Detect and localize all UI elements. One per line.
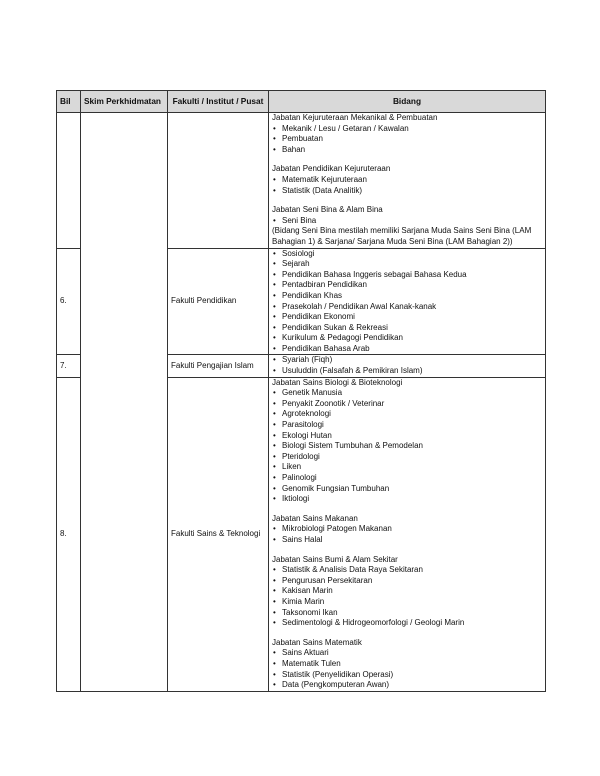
field-item: • Usuluddin (Falsafah & Pemikiran Islam) [272, 366, 542, 377]
field-item: • Sejarah [272, 259, 542, 270]
field-item: • Kakisan Marin [272, 586, 542, 597]
cell-bil [57, 113, 81, 249]
field-list [272, 565, 542, 629]
field-item: • Statistik & Analisis Data Raya Sekitaran [272, 565, 542, 576]
cell-bidang [269, 377, 546, 691]
department-group [272, 514, 542, 546]
field-item: • Liken [272, 462, 542, 473]
field-item: • Matematik Tulen [272, 659, 542, 670]
department-title: Jabatan Seni Bina & Alam Bina [272, 205, 383, 215]
field-list [272, 124, 542, 156]
field-item: • Pendidikan Khas [272, 291, 542, 302]
field-item: • Pendidikan Sukan & Rekreasi [272, 323, 542, 334]
field-item: • Mekanik / Lesu / Getaran / Kawalan [272, 124, 542, 135]
field-list [272, 355, 542, 376]
group-spacer [272, 505, 542, 514]
cell-bidang [269, 355, 546, 377]
department-title: Jabatan Sains Biologi & Bioteknologi [272, 377, 403, 387]
group-spacer [272, 155, 542, 164]
cell-fakulti [168, 113, 269, 249]
department-title: Jabatan Sains Matematik [272, 637, 362, 647]
field-item: • Pembuatan [272, 134, 542, 145]
field-list [272, 216, 542, 227]
field-item: • Parasitologi [272, 420, 542, 431]
field-item: • Sosiologi [272, 249, 542, 260]
field-item: • Agroteknologi [272, 409, 542, 420]
group-spacer [272, 629, 542, 638]
field-item: • Genetik Manusia [272, 388, 542, 399]
field-item: • Pendidikan Ekonomi [272, 312, 542, 323]
cell-fakulti: Fakulti Sains & Teknologi [168, 377, 269, 691]
group-spacer [272, 196, 542, 205]
header-bidang: Bidang [269, 91, 546, 113]
header-bil: Bil [57, 91, 81, 113]
field-item: • Seni Bina [272, 216, 542, 227]
field-list [272, 388, 542, 505]
field-item: • Pteridologi [272, 452, 542, 463]
field-item: • Statistik (Penyelidikan Operasi) [272, 670, 542, 681]
department-group [272, 555, 542, 629]
field-item: • Statistik (Data Analitik) [272, 186, 542, 197]
header-skim: Skim Perkhidmatan [81, 91, 168, 113]
field-item: • Pendidikan Bahasa Arab [272, 344, 542, 355]
field-item: • Biologi Sistem Tumbuhan & Pemodelan [272, 441, 542, 452]
department-group [272, 205, 542, 247]
field-item: • Prasekolah / Pendidikan Awal Kanak-kanak [272, 302, 542, 313]
field-item: • Penyakit Zoonotik / Veterinar [272, 399, 542, 410]
field-item: • Sedimentologi & Hidrogeomorfologi / Geologi Marin [272, 618, 542, 629]
department-group [272, 378, 542, 505]
cell-bidang [269, 113, 546, 249]
department-title: Jabatan Sains Bumi & Alam Sekitar [272, 554, 398, 564]
field-item: • Taksonomi Ikan [272, 608, 542, 619]
department-group [272, 638, 542, 691]
cell-skim [81, 113, 168, 692]
table-header-row [57, 91, 546, 113]
header-fakulti: Fakulti / Institut / Pusat [168, 91, 269, 113]
department-group [272, 355, 542, 376]
field-item: • Pendidikan Bahasa Inggeris sebagai Bahasa Kedua [272, 270, 542, 281]
field-item: • Bahan [272, 145, 542, 156]
cell-bil: 8. [57, 377, 81, 691]
group-spacer [272, 546, 542, 555]
field-item: • Ekologi Hutan [272, 431, 542, 442]
field-item: • Syariah (Fiqh) [272, 355, 542, 366]
field-list [272, 648, 542, 690]
field-item: • Iktiologi [272, 494, 542, 505]
field-item: • Sains Aktuari [272, 648, 542, 659]
field-list [272, 249, 542, 355]
cell-bidang [269, 248, 546, 355]
cell-fakulti: Fakulti Pendidikan [168, 248, 269, 355]
department-title: Jabatan Sains Makanan [272, 513, 358, 523]
cell-bil: 6. [57, 248, 81, 355]
field-item: • Pentadbiran Pendidikan [272, 280, 542, 291]
field-list [272, 175, 542, 196]
field-item: • Mikrobiologi Patogen Makanan [272, 524, 542, 535]
department-title: Jabatan Pendidikan Kejuruteraan [272, 164, 391, 174]
department-note: (Bidang Seni Bina mestilah memiliki Sarjana Muda Sains Seni Bina (LAM Bahagian 1) & Sarjana/ Sarjana Muda Seni Bina (LAM Bahagian 2)) [272, 226, 532, 246]
department-title: Jabatan Kejuruteraan Mekanikal & Pembuatan [272, 113, 438, 122]
field-item: • Kimia Marin [272, 597, 542, 608]
positions-table [56, 90, 546, 692]
department-group [272, 164, 542, 196]
department-group [272, 249, 542, 355]
field-item: • Matematik Kejuruteraan [272, 175, 542, 186]
table-row [57, 113, 546, 249]
field-item: • Pengurusan Persekitaran [272, 576, 542, 587]
field-item: • Genomik Fungsian Tumbuhan [272, 484, 542, 495]
department-group [272, 113, 542, 155]
field-item: • Kurikulum & Pedagogi Pendidikan [272, 333, 542, 344]
field-item: • Sains Halal [272, 535, 542, 546]
cell-bil: 7. [57, 355, 81, 377]
cell-fakulti: Fakulti Pengajian Islam [168, 355, 269, 377]
field-item: • Data (Pengkomputeran Awan) [272, 680, 542, 691]
field-item: • Palinologi [272, 473, 542, 484]
field-list [272, 524, 542, 545]
